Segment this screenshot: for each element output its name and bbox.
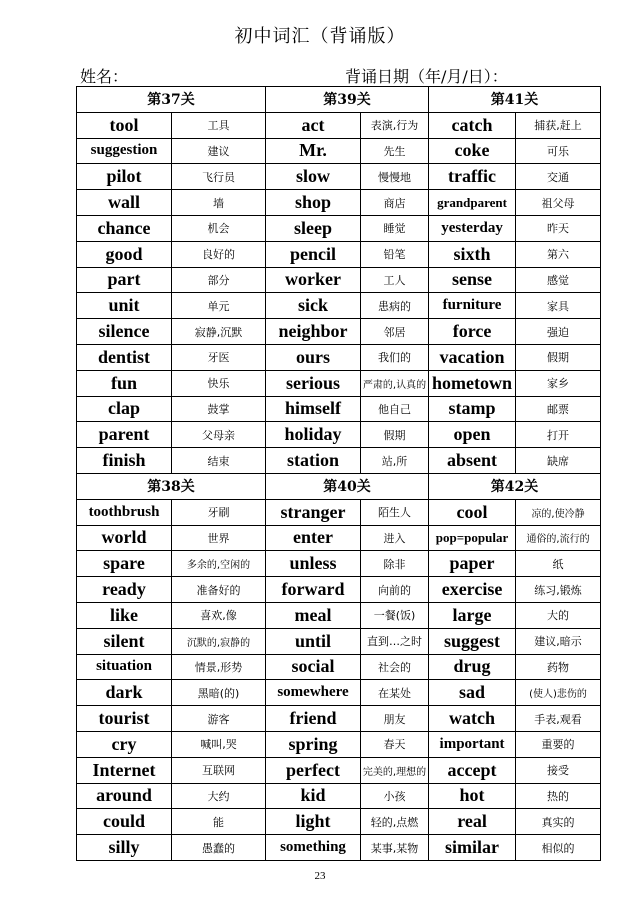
chinese-meaning: 建议 [172, 138, 266, 164]
vocab-row [77, 267, 601, 293]
chinese-meaning: 打开 [516, 422, 601, 448]
english-word: unit [77, 293, 172, 319]
english-word: hometown [429, 370, 516, 396]
chinese-meaning: 商店 [361, 190, 429, 216]
chinese-meaning: 除非 [361, 551, 429, 577]
vocab-row [77, 551, 601, 577]
chinese-meaning: 陌生人 [361, 499, 429, 525]
english-word: sixth [429, 241, 516, 267]
english-word: enter [266, 525, 361, 551]
english-word: real [429, 809, 516, 835]
english-word: around [77, 783, 172, 809]
english-word: shop [266, 190, 361, 216]
chinese-meaning: 通俗的,流行的 [516, 525, 601, 551]
level-header: 第41关 [429, 87, 601, 113]
english-word: sleep [266, 215, 361, 241]
english-word: situation [77, 654, 172, 680]
english-word: chance [77, 215, 172, 241]
level-header: 第39关 [266, 87, 429, 113]
english-word: coke [429, 138, 516, 164]
vocab-row [77, 164, 601, 190]
english-word: station [266, 448, 361, 474]
chinese-meaning: 寂静,沉默 [172, 319, 266, 345]
english-word: tool [77, 112, 172, 138]
date-field [345, 64, 570, 87]
english-word: friend [266, 706, 361, 732]
english-word: light [266, 809, 361, 835]
chinese-meaning: 轻的,点燃 [361, 809, 429, 835]
english-word: sad [429, 680, 516, 706]
english-word: watch [429, 706, 516, 732]
english-word: silent [77, 628, 172, 654]
english-word: stamp [429, 396, 516, 422]
chinese-meaning: 多余的,空闲的 [172, 551, 266, 577]
english-word: worker [266, 267, 361, 293]
english-word: ours [266, 344, 361, 370]
english-word: something [266, 835, 361, 861]
chinese-meaning: 大约 [172, 783, 266, 809]
english-word: spare [77, 551, 172, 577]
english-word: catch [429, 112, 516, 138]
english-word: force [429, 319, 516, 345]
level-header: 第42关 [429, 473, 601, 499]
chinese-meaning: 春天 [361, 731, 429, 757]
chinese-meaning: 睡觉 [361, 215, 429, 241]
english-word: holiday [266, 422, 361, 448]
chinese-meaning: 牙医 [172, 344, 266, 370]
chinese-meaning: 手表,观看 [516, 706, 601, 732]
vocab-row [77, 757, 601, 783]
chinese-meaning: 直到…之时 [361, 628, 429, 654]
name-field [80, 64, 188, 87]
english-word: pop=popular [429, 525, 516, 551]
chinese-meaning: 完美的,理想的 [361, 757, 429, 783]
english-word: stranger [266, 499, 361, 525]
english-word: suggest [429, 628, 516, 654]
vocab-row [77, 731, 601, 757]
english-word: cool [429, 499, 516, 525]
english-word: pencil [266, 241, 361, 267]
english-word: dark [77, 680, 172, 706]
chinese-meaning: 相似的 [516, 835, 601, 861]
vocab-row [77, 706, 601, 732]
chinese-meaning: 结束 [172, 448, 266, 474]
vocab-row [77, 344, 601, 370]
level-header: 第38关 [77, 473, 266, 499]
chinese-meaning: 能 [172, 809, 266, 835]
english-word: part [77, 267, 172, 293]
chinese-meaning: 工人 [361, 267, 429, 293]
chinese-meaning: 小孩 [361, 783, 429, 809]
english-word: social [266, 654, 361, 680]
english-word: accept [429, 757, 516, 783]
chinese-meaning: 准备好的 [172, 577, 266, 603]
english-word: slow [266, 164, 361, 190]
chinese-meaning: 严肃的,认真的 [361, 370, 429, 396]
vocab-row [77, 577, 601, 603]
chinese-meaning: 互联网 [172, 757, 266, 783]
english-word: clap [77, 396, 172, 422]
chinese-meaning: 喊叫,哭 [172, 731, 266, 757]
english-word: furniture [429, 293, 516, 319]
date-label: 背诵日期（年/月/日）： [345, 67, 508, 86]
chinese-meaning: 我们的 [361, 344, 429, 370]
vocab-row [77, 499, 601, 525]
chinese-meaning: 沉默的,寂静的 [172, 628, 266, 654]
english-word: drug [429, 654, 516, 680]
english-word: neighbor [266, 319, 361, 345]
english-word: open [429, 422, 516, 448]
name-label: 姓名： [80, 67, 129, 86]
page-number: 23 [314, 870, 326, 882]
english-word: suggestion [77, 138, 172, 164]
chinese-meaning: 凉的,使冷静 [516, 499, 601, 525]
chinese-meaning: 交通 [516, 164, 601, 190]
chinese-meaning: 进入 [361, 525, 429, 551]
chinese-meaning: 愚蠢的 [172, 835, 266, 861]
chinese-meaning: 牙刷 [172, 499, 266, 525]
english-word: silly [77, 835, 172, 861]
english-word: tourist [77, 706, 172, 732]
chinese-meaning: 祖父母 [516, 190, 601, 216]
english-word: yesterday [429, 215, 516, 241]
vocab-row [77, 215, 601, 241]
chinese-meaning: 喜欢,像 [172, 602, 266, 628]
chinese-meaning: 父母亲 [172, 422, 266, 448]
chinese-meaning: 黑暗(的) [172, 680, 266, 706]
english-word: parent [77, 422, 172, 448]
chinese-meaning: 良好的 [172, 241, 266, 267]
vocab-row [77, 628, 601, 654]
english-word: act [266, 112, 361, 138]
english-word: finish [77, 448, 172, 474]
english-word: wall [77, 190, 172, 216]
english-word: himself [266, 396, 361, 422]
english-word: until [266, 628, 361, 654]
chinese-meaning: 邮票 [516, 396, 601, 422]
vocab-row [77, 448, 601, 474]
english-word: hot [429, 783, 516, 809]
chinese-meaning: 一餐(饭) [361, 602, 429, 628]
english-word: paper [429, 551, 516, 577]
english-word: like [77, 602, 172, 628]
chinese-meaning: 社会的 [361, 654, 429, 680]
chinese-meaning: 练习,锻炼 [516, 577, 601, 603]
english-word: meal [266, 602, 361, 628]
vocab-row [77, 835, 601, 861]
vocab-row [77, 190, 601, 216]
chinese-meaning: 朋友 [361, 706, 429, 732]
english-word: forward [266, 577, 361, 603]
vocab-row [77, 319, 601, 345]
english-word: vacation [429, 344, 516, 370]
chinese-meaning: 重要的 [516, 731, 601, 757]
chinese-meaning: 感觉 [516, 267, 601, 293]
english-word: cry [77, 731, 172, 757]
english-word: important [429, 731, 516, 757]
vocab-row [77, 241, 601, 267]
chinese-meaning: 机会 [172, 215, 266, 241]
english-word: serious [266, 370, 361, 396]
chinese-meaning: 在某处 [361, 680, 429, 706]
chinese-meaning: 工具 [172, 112, 266, 138]
english-word: traffic [429, 164, 516, 190]
vocab-row [77, 396, 601, 422]
chinese-meaning: 缺席 [516, 448, 601, 474]
english-word: ready [77, 577, 172, 603]
english-word: kid [266, 783, 361, 809]
english-word: could [77, 809, 172, 835]
chinese-meaning: 家乡 [516, 370, 601, 396]
chinese-meaning: 他自己 [361, 396, 429, 422]
vocab-row [77, 138, 601, 164]
chinese-meaning: 铅笔 [361, 241, 429, 267]
english-word: perfect [266, 757, 361, 783]
chinese-meaning: 游客 [172, 706, 266, 732]
english-word: world [77, 525, 172, 551]
chinese-meaning: 向前的 [361, 577, 429, 603]
english-word: large [429, 602, 516, 628]
chinese-meaning: 建议,暗示 [516, 628, 601, 654]
english-word: somewhere [266, 680, 361, 706]
english-word: similar [429, 835, 516, 861]
chinese-meaning: 捕获,赶上 [516, 112, 601, 138]
chinese-meaning: 大的 [516, 602, 601, 628]
chinese-meaning: 第六 [516, 241, 601, 267]
chinese-meaning: 表演,行为 [361, 112, 429, 138]
english-word: unless [266, 551, 361, 577]
chinese-meaning: 假期 [516, 344, 601, 370]
level-header-row [77, 473, 601, 499]
english-word: exercise [429, 577, 516, 603]
vocab-row [77, 422, 601, 448]
name-blank [128, 70, 188, 87]
level-header: 第37关 [77, 87, 266, 113]
vocab-row [77, 370, 601, 396]
vocabulary-table [76, 86, 601, 861]
chinese-meaning: 接受 [516, 757, 601, 783]
chinese-meaning: 世界 [172, 525, 266, 551]
chinese-meaning: 快乐 [172, 370, 266, 396]
level-header: 第40关 [266, 473, 429, 499]
english-word: spring [266, 731, 361, 757]
english-word: pilot [77, 164, 172, 190]
chinese-meaning: 真实的 [516, 809, 601, 835]
english-word: toothbrush [77, 499, 172, 525]
english-word: silence [77, 319, 172, 345]
english-word: fun [77, 370, 172, 396]
chinese-meaning: 鼓掌 [172, 396, 266, 422]
chinese-meaning: 单元 [172, 293, 266, 319]
english-word: Mr. [266, 138, 361, 164]
vocab-row [77, 112, 601, 138]
vocab-row [77, 809, 601, 835]
chinese-meaning: 昨天 [516, 215, 601, 241]
chinese-meaning: 飞行员 [172, 164, 266, 190]
chinese-meaning: 药物 [516, 654, 601, 680]
chinese-meaning: (使人)悲伤的 [516, 680, 601, 706]
chinese-meaning: 邻居 [361, 319, 429, 345]
chinese-meaning: 假期 [361, 422, 429, 448]
vocab-row [77, 525, 601, 551]
english-word: absent [429, 448, 516, 474]
vocab-row [77, 654, 601, 680]
chinese-meaning: 纸 [516, 551, 601, 577]
chinese-meaning: 慢慢地 [361, 164, 429, 190]
chinese-meaning: 情景,形势 [172, 654, 266, 680]
chinese-meaning: 可乐 [516, 138, 601, 164]
date-blank [508, 70, 570, 87]
chinese-meaning: 部分 [172, 267, 266, 293]
level-header-row [77, 87, 601, 113]
english-word: dentist [77, 344, 172, 370]
english-word: sick [266, 293, 361, 319]
chinese-meaning: 热的 [516, 783, 601, 809]
english-word: Internet [77, 757, 172, 783]
vocab-row [77, 680, 601, 706]
english-word: grandparent [429, 190, 516, 216]
english-word: good [77, 241, 172, 267]
page-title: 初中词汇（背诵版） [234, 26, 406, 47]
chinese-meaning: 站,所 [361, 448, 429, 474]
chinese-meaning: 墙 [172, 190, 266, 216]
vocab-row [77, 783, 601, 809]
chinese-meaning: 强迫 [516, 319, 601, 345]
chinese-meaning: 某事,某物 [361, 835, 429, 861]
chinese-meaning: 先生 [361, 138, 429, 164]
chinese-meaning: 家具 [516, 293, 601, 319]
vocab-row [77, 293, 601, 319]
english-word: sense [429, 267, 516, 293]
vocab-row [77, 602, 601, 628]
chinese-meaning: 患病的 [361, 293, 429, 319]
